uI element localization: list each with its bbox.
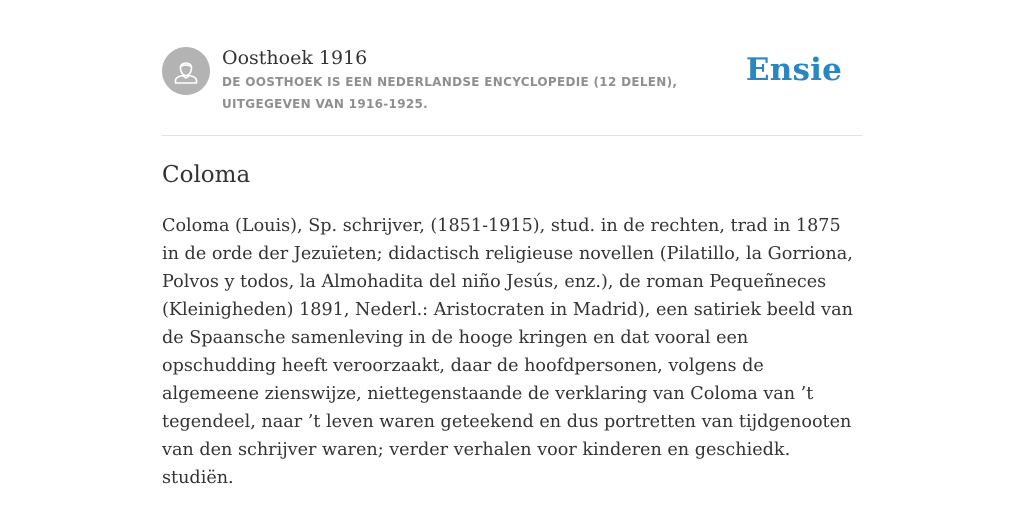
source-header (162, 46, 862, 116)
entry-body: Coloma (Louis), Sp. schrijver, (1851-1915), stud. in de rechten, trad in 1875 in de orde der Jezuïeten; didactisch religieuse novellen (Pilatillo, la Gorriona, Polvos y todos, la Almohadita del niño Jesús, enz.), de roman Pequeñneces (Kleinigheden) 1891, Nederl.: Aristocraten in Madrid), een satiriek beeld van de Spaansche samenleving in de hooge kringen en dat vooral een opschudding heeft veroorzaakt, daar de hoofdpersonen, volgens de algemeene zienswijze, niettegenstaande de verklaring van Coloma van ’t tegendeel, naar ’t leven waren geteekend en dus portretten van tijdgenooten van den schrijver waren; verder verhalen voor kinderen en geschiedk. studiën. (162, 216, 853, 488)
brand-logo[interactable]: Ensie (745, 52, 842, 88)
source-title[interactable]: Oosthoek 1916 (222, 47, 368, 69)
divider (162, 135, 862, 136)
user-silhouette-icon[interactable] (162, 47, 210, 95)
source-description: DE OOSTHOEK IS EEN NEDERLANDSE ENCYCLOPEDIE (12 DELEN), UITGEGEVEN VAN 1916-1925. (222, 75, 678, 111)
entry-title: Coloma (162, 162, 251, 188)
entry-card (162, 0, 862, 512)
